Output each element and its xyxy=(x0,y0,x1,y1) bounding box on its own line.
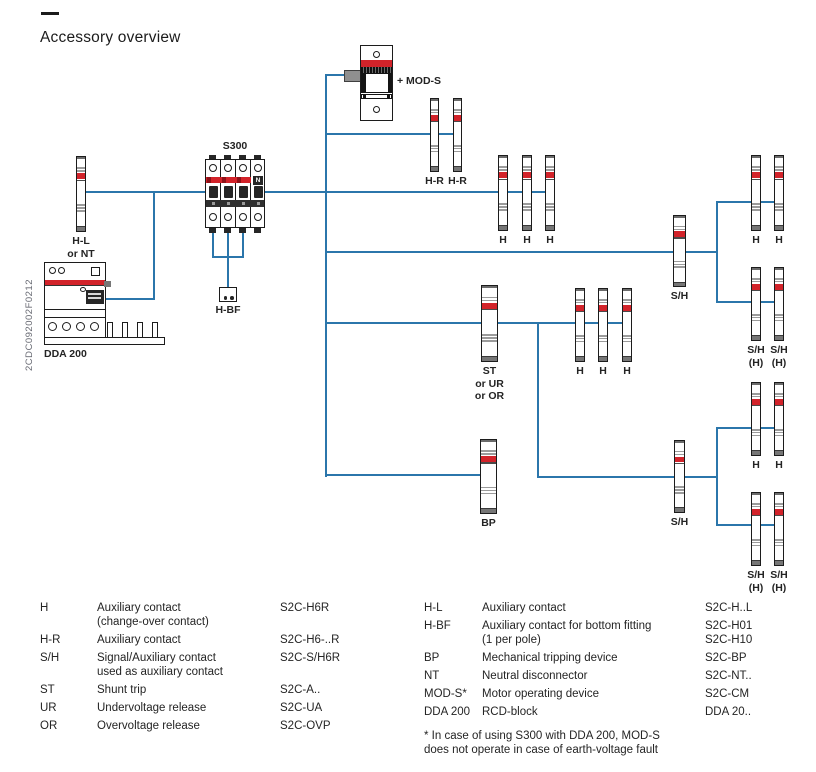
legend-part-number: S2C-BP xyxy=(705,652,747,664)
accessory-bar-s-h xyxy=(751,267,761,341)
legend-row xyxy=(40,683,420,697)
s300-toggle xyxy=(224,186,233,198)
mod-s-body xyxy=(360,45,393,121)
legend-part-number: S2C-OVP xyxy=(280,720,331,732)
legend-part-number: DDA 20.. xyxy=(705,706,752,718)
legend-term: OR xyxy=(40,720,58,732)
accessory-bar-h xyxy=(774,155,784,231)
connection-line xyxy=(81,191,551,193)
h-bf-device xyxy=(215,287,259,319)
legend-term: S/H xyxy=(40,652,60,664)
legend-description: Neutral disconnector xyxy=(482,670,588,682)
legend-row xyxy=(40,701,420,715)
legend-row xyxy=(424,601,806,615)
mod-s-red-band xyxy=(361,60,392,67)
connection-line xyxy=(227,232,229,258)
legend-term: BP xyxy=(424,652,440,664)
accessory-label-bp: BP xyxy=(481,517,496,529)
legend-left-block xyxy=(40,601,420,737)
connection-line xyxy=(716,427,718,526)
mod-s-window xyxy=(361,73,392,93)
s300-red-band xyxy=(206,177,251,183)
legend-part-number: S2C-H6-..R xyxy=(280,634,340,646)
mod-s-label: + MOD-S xyxy=(397,75,442,87)
accessory-bar-h xyxy=(751,382,761,456)
s300-neutral-marker: N xyxy=(253,176,263,185)
legend-row xyxy=(424,705,806,719)
legend-row xyxy=(40,633,420,647)
legend-part-number: S2C-CM xyxy=(705,688,750,700)
connection-line xyxy=(716,201,780,203)
legend-description: Overvoltage release xyxy=(97,720,200,732)
accessory-label-h: H xyxy=(576,365,584,377)
dda-side-toggle xyxy=(104,281,111,287)
mod-s-device xyxy=(344,45,454,125)
legend-term: H-L xyxy=(424,602,443,614)
dda-200-body xyxy=(44,262,106,338)
legend-term: UR xyxy=(40,702,57,714)
s300-pin xyxy=(254,228,261,233)
connection-line xyxy=(716,427,780,429)
accessory-bar-h xyxy=(598,288,608,362)
s300-pin xyxy=(224,228,231,233)
legend-part-number: S2C-S/H6R xyxy=(280,652,341,664)
legend-row xyxy=(40,601,420,629)
s300-label: S300 xyxy=(222,140,248,152)
legend-row xyxy=(424,651,806,665)
accessory-label-h: H xyxy=(775,459,783,471)
legend-row xyxy=(40,651,420,679)
s300-toggle xyxy=(254,186,263,198)
s300-pin xyxy=(239,228,246,233)
accessory-bar-s-h xyxy=(774,267,784,341)
accessory-label-h: H xyxy=(623,365,631,377)
legend-right-block xyxy=(424,601,806,757)
mod-s-plug xyxy=(344,70,361,82)
s300-pin xyxy=(209,228,216,233)
accessory-bar-s-h xyxy=(774,492,784,566)
accessory-bar-st xyxy=(481,285,498,362)
connection-line xyxy=(242,232,244,258)
legend-part-number: S2C-H01 S2C-H10 xyxy=(705,620,753,646)
accessory-label-h: H xyxy=(752,234,760,246)
accessory-bar-h xyxy=(622,288,632,362)
accessory-label-h-r: H-R xyxy=(448,175,467,187)
accessory-label-h: H xyxy=(499,234,507,246)
accessory-label-s-h: S/H (H) xyxy=(747,344,765,369)
accessory-bar-s-h xyxy=(673,215,686,287)
dda-baseplate xyxy=(44,337,165,345)
legend-part-number: S2C-NT.. xyxy=(705,670,752,682)
accessory-bar-h xyxy=(575,288,585,362)
legend-description: Undervoltage release xyxy=(97,702,207,714)
accessory-label-s-h: S/H (H) xyxy=(770,344,788,369)
connection-line xyxy=(716,301,780,303)
legend-part-number: S2C-H..L xyxy=(705,602,753,614)
legend-description: Shunt trip xyxy=(97,684,147,696)
legend-part-number: S2C-A.. xyxy=(280,684,321,696)
accessory-label-st: ST or UR or OR xyxy=(474,365,505,402)
s300-toggle xyxy=(209,186,218,198)
legend-term: H-R xyxy=(40,634,61,646)
accessory-label-h: H xyxy=(546,234,554,246)
s300-body xyxy=(205,159,265,228)
legend-description: Auxiliary contact xyxy=(97,634,181,646)
accessory-label-h-l: H-L or NT xyxy=(67,235,95,260)
legend-term: MOD-S* xyxy=(424,688,467,700)
accessory-label-h: H xyxy=(599,365,607,377)
legend-term: NT xyxy=(424,670,440,682)
legend-description: Auxiliary contact (change-over contact) xyxy=(97,602,209,628)
accessory-bar-h xyxy=(522,155,532,231)
legend-part-number: S2C-UA xyxy=(280,702,323,714)
title-dash xyxy=(41,12,59,15)
accessory-bar-h xyxy=(774,382,784,456)
legend-row xyxy=(424,619,806,647)
dda-200-label: DDA 200 xyxy=(44,348,87,360)
connection-line xyxy=(325,251,717,253)
legend-term: H-BF xyxy=(424,620,451,632)
accessory-bar-s-h xyxy=(674,440,685,513)
accessory-bar-h xyxy=(545,155,555,231)
page-title: Accessory overview xyxy=(40,29,181,46)
accessory-bar-h-l xyxy=(76,156,86,232)
accessory-label-s-h: S/H (H) xyxy=(747,569,765,594)
dda-200-device xyxy=(44,262,174,362)
legend-term: ST xyxy=(40,684,55,696)
accessory-label-s-h: S/H (H) xyxy=(770,569,788,594)
connection-line xyxy=(227,256,229,287)
accessory-bar-s-h xyxy=(751,492,761,566)
accessory-label-h: H xyxy=(775,234,783,246)
connection-line xyxy=(325,74,345,76)
accessory-bar-bp xyxy=(480,439,497,514)
accessory-label-s-h: S/H xyxy=(670,290,689,302)
legend-description: Mechanical tripping device xyxy=(482,652,618,664)
h-bf-label: H-BF xyxy=(215,304,241,316)
legend-term: DDA 200 xyxy=(424,706,471,718)
legend-description: Motor operating device xyxy=(482,688,599,700)
accessory-bar-h xyxy=(751,155,761,231)
legend-description: Auxiliary contact xyxy=(482,602,566,614)
accessory-label-s-h: S/H xyxy=(670,516,689,528)
connection-line xyxy=(537,476,718,478)
legend-term: H xyxy=(40,602,49,614)
connection-line xyxy=(212,232,214,258)
document-code-vertical: 2CDC092002F0212 xyxy=(24,278,35,371)
connection-line xyxy=(537,322,539,478)
connection-line xyxy=(716,201,718,303)
accessory-label-h-r: H-R xyxy=(425,175,444,187)
accessory-label-h: H xyxy=(523,234,531,246)
legend-description: RCD-block xyxy=(482,706,538,718)
legend-footnote: * In case of using S300 with DDA 200, MOD-S does not operate in case of earth-voltage fault xyxy=(424,730,660,756)
accessory-label-h: H xyxy=(752,459,760,471)
legend-row xyxy=(40,719,420,733)
connection-line xyxy=(325,474,489,476)
accessory-bar-h-r xyxy=(453,98,462,172)
dda-window xyxy=(86,290,104,304)
legend-row xyxy=(424,687,806,701)
legend-part-number: S2C-H6R xyxy=(280,602,330,614)
s300-breaker xyxy=(205,140,265,233)
s300-toggle xyxy=(239,186,248,198)
legend-description: Signal/Auxiliary contact used as auxiliary contact xyxy=(97,652,223,678)
accessory-bar-h xyxy=(498,155,508,231)
legend-description: Auxiliary contact for bottom fitting (1 per pole) xyxy=(482,620,652,646)
legend-row xyxy=(424,669,806,683)
connection-line xyxy=(716,524,780,526)
